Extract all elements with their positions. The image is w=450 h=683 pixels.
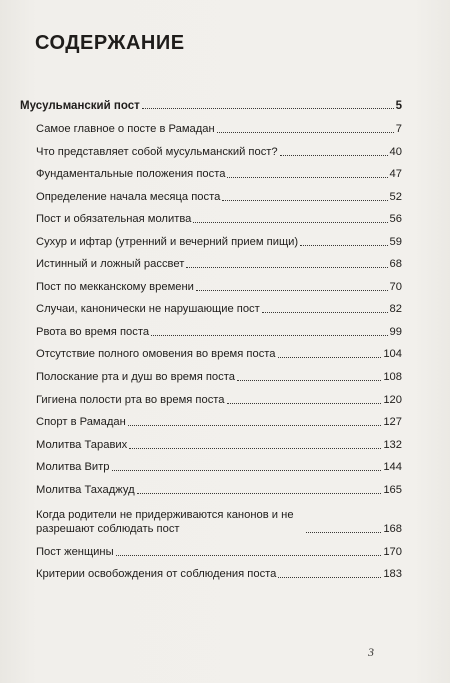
toc-entry[interactable]: [36, 347, 402, 361]
toc-entry-page: 165: [383, 483, 402, 496]
toc-entry-page: 104: [383, 348, 402, 361]
toc-entry-title: Сухур и ифтар (утренний и вечерний прием пищи): [36, 235, 299, 248]
toc-entry[interactable]: [36, 545, 402, 559]
toc-entry-page: 132: [383, 438, 402, 451]
toc-entry[interactable]: [36, 235, 402, 249]
dot-leader: [300, 245, 387, 246]
dot-leader: [137, 493, 382, 494]
toc-entry-page: 47: [389, 168, 402, 181]
dot-leader: [262, 312, 388, 313]
toc-entry-title: Критерии освобождения от соблюдения поста: [36, 568, 277, 581]
toc-entry[interactable]: [36, 257, 402, 271]
toc-entry-title: Спорт в Рамадан: [36, 416, 126, 429]
toc-entry-title: Молитва Тахаджуд: [36, 483, 135, 496]
dot-leader: [280, 155, 388, 156]
toc-entry-page: 168: [383, 523, 402, 536]
dot-leader: [227, 403, 382, 404]
toc-entry-page: 120: [383, 393, 402, 406]
toc-section-row[interactable]: [20, 100, 402, 112]
toc-entry-page: 52: [389, 190, 402, 203]
dot-leader: [306, 532, 381, 533]
toc-entry-page: 99: [389, 325, 402, 338]
toc-entry[interactable]: [36, 460, 402, 474]
toc-entry-title: Пост женщины: [36, 545, 114, 558]
toc-entry-page: 144: [383, 461, 402, 474]
dot-leader: [129, 448, 381, 449]
toc-entry[interactable]: [36, 415, 402, 429]
toc-entry-title: Что представляет собой мусульманский пост?: [36, 145, 278, 158]
toc-entry-title: Когда родители не придерживаются канонов и не разрешают соблюдать пост: [36, 509, 294, 536]
toc-section-title: Мусульманский пост: [20, 100, 140, 112]
toc-entry-page: 108: [383, 371, 402, 384]
toc-entry[interactable]: [36, 483, 402, 497]
dot-leader: [217, 132, 394, 133]
dot-leader: [112, 470, 382, 471]
toc-entry-title: Молитва Таравих: [36, 438, 128, 451]
dot-leader: [237, 380, 381, 381]
toc-entry-page: 59: [389, 235, 402, 248]
toc-list: [36, 122, 402, 590]
toc-entry[interactable]: [36, 325, 402, 339]
toc-entry-title: Истинный и ложный рассвет: [36, 258, 185, 271]
toc-entry-title: Фундаментальные положения поста: [36, 168, 226, 181]
page-title: СОДЕРЖАНИЕ: [35, 32, 185, 54]
toc-entry-page: 7: [395, 123, 402, 135]
dot-leader: [227, 177, 387, 178]
toc-entry-title: Определение начала месяца поста: [36, 190, 221, 203]
toc-section-page: 5: [395, 100, 402, 112]
toc-entry-page: 183: [383, 568, 402, 581]
toc-entry-page: 82: [389, 303, 402, 316]
toc-entry[interactable]: [36, 302, 402, 316]
dot-leader: [193, 222, 387, 223]
dot-leader: [196, 290, 388, 291]
toc-entry-title: Полоскание рта и душ во время поста: [36, 371, 235, 384]
toc-entry-page: 127: [383, 416, 402, 429]
toc-entry-title: Пост по мекканскому времени: [36, 280, 194, 293]
toc-entry-page: 56: [389, 213, 402, 226]
toc-entry[interactable]: [36, 438, 402, 452]
toc-entry[interactable]: [36, 567, 402, 581]
toc-entry-title: Гигиена полости рта во время поста: [36, 393, 225, 406]
dot-leader: [116, 555, 382, 556]
dot-leader: [278, 357, 382, 358]
toc-entry[interactable]: [36, 393, 402, 407]
toc-entry-title: Отсутствие полного омовения во время поста: [36, 348, 276, 361]
toc-entry[interactable]: [36, 280, 402, 294]
toc-entry-page: 170: [383, 545, 402, 558]
toc-entry[interactable]: [36, 212, 402, 226]
page-number: 3: [368, 645, 374, 659]
toc-entry-title: Случаи, канонически не нарушающие пост: [36, 303, 260, 316]
toc-entry-page: 70: [389, 280, 402, 293]
toc-entry[interactable]: [36, 190, 402, 204]
toc-entry[interactable]: [36, 122, 402, 136]
toc-entry-page: 40: [389, 145, 402, 158]
toc-entry-title: Молитва Витр: [36, 461, 110, 474]
toc-entry-title: Пост и обязательная молитва: [36, 213, 192, 226]
toc-entry-page: 68: [389, 258, 402, 271]
toc-entry[interactable]: [36, 505, 402, 536]
dot-leader: [222, 200, 387, 201]
dot-leader: [278, 577, 381, 578]
dot-leader: [142, 108, 394, 109]
dot-leader: [151, 335, 387, 336]
toc-entry[interactable]: [36, 145, 402, 159]
toc-entry-title: Рвота во время поста: [36, 325, 150, 338]
toc-entry[interactable]: [36, 370, 402, 384]
dot-leader: [186, 267, 387, 268]
toc-entry[interactable]: [36, 167, 402, 181]
dot-leader: [128, 425, 382, 426]
toc-entry-title: Самое главное о посте в Рамадан: [36, 123, 215, 135]
